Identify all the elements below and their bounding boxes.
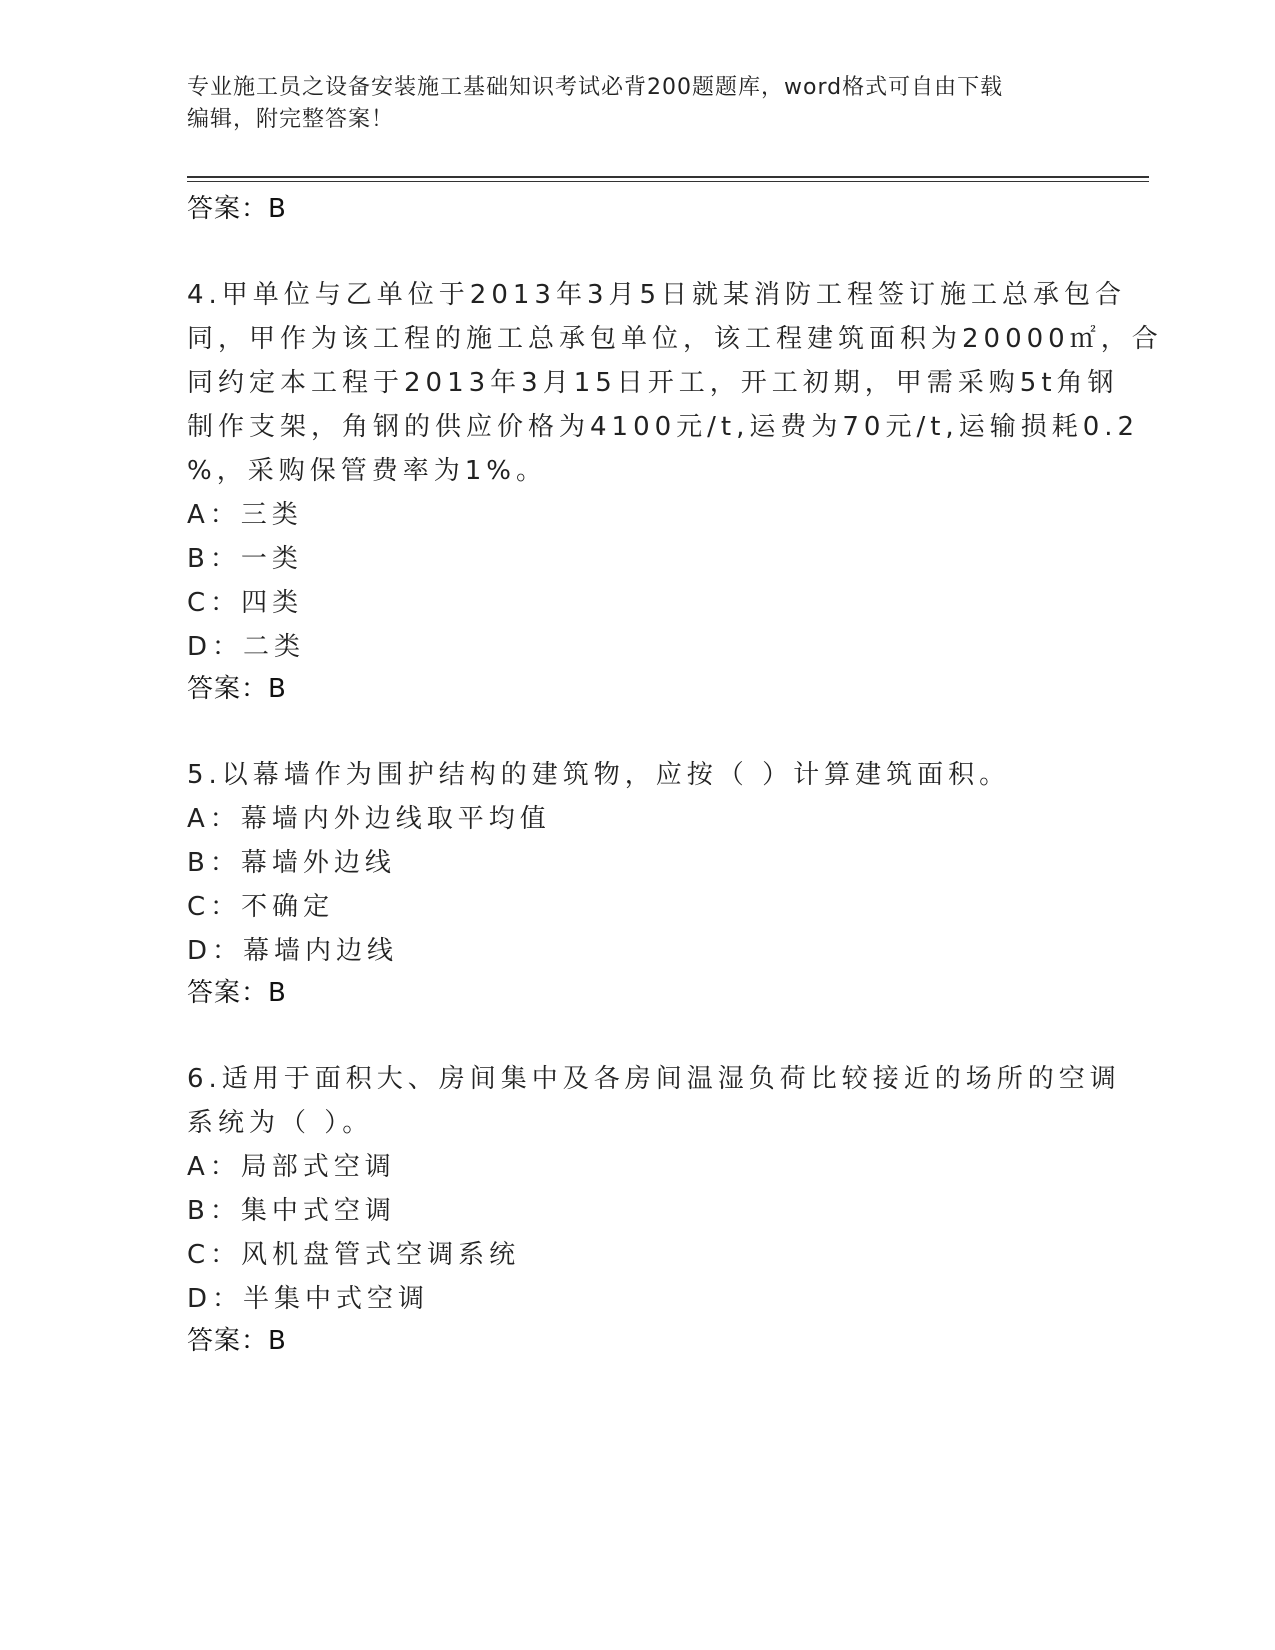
header-line-2: 编辑，附完整答案！ (187, 107, 395, 132)
question-5-answer: 答案：B (187, 978, 287, 1008)
question-6-option-b: B：集中式空调 (187, 1196, 396, 1226)
question-5-text-line: 5.以幕墙作为围护结构的建筑物，应按（ ）计算建筑面积。 (187, 760, 1011, 790)
header-divider-thin (187, 181, 1149, 182)
question-5-option-d: D：幕墙内边线 (187, 936, 399, 966)
question-4-option-a: A：三类 (187, 500, 303, 530)
header-divider-thick (187, 176, 1149, 178)
header-line-1: 专业施工员之设备安装施工基础知识考试必背200题题库，word格式可自由下载 (187, 75, 1004, 100)
question-6-option-c: C：风机盘管式空调系统 (187, 1240, 521, 1270)
question-6-option-a: A：局部式空调 (187, 1152, 396, 1182)
page-header (187, 72, 1087, 136)
question-4-text-line: 同约定本工程于2013年3月15日开工，开工初期，甲需采购5t角钢 (187, 368, 1119, 398)
question-4-text-line: 同，甲作为该工程的施工总承包单位，该工程建筑面积为20000㎡，合 (187, 324, 1163, 354)
question-4-option-d: D：二类 (187, 632, 306, 662)
question-6-text-line: 系统为（ ）。 (187, 1108, 374, 1138)
question-4-option-c: C：四类 (187, 588, 304, 618)
question-4-answer: 答案：B (187, 674, 287, 704)
question-4-text-line: 4.甲单位与乙单位于2013年3月5日就某消防工程签订施工总承包合 (187, 280, 1127, 310)
question-5-option-b: B：幕墙外边线 (187, 848, 396, 878)
question-5-option-c: C：不确定 (187, 892, 335, 922)
question-6-text-line: 6.适用于面积大、房间集中及各房间温湿负荷比较接近的场所的空调 (187, 1064, 1121, 1094)
question-5-option-a: A：幕墙内外边线取平均值 (187, 804, 551, 834)
question-4-option-b: B：一类 (187, 544, 303, 574)
question-4-text-line: 制作支架，角钢的供应价格为4100元/t,运费为70元/t,运输损耗0.2 (187, 412, 1140, 442)
question-6-answer: 答案：B (187, 1326, 287, 1356)
previous-answer: 答案：B (187, 194, 287, 224)
question-4-text-line: %，采购保管费率为1%。 (187, 456, 547, 486)
question-6-option-d: D：半集中式空调 (187, 1284, 430, 1314)
